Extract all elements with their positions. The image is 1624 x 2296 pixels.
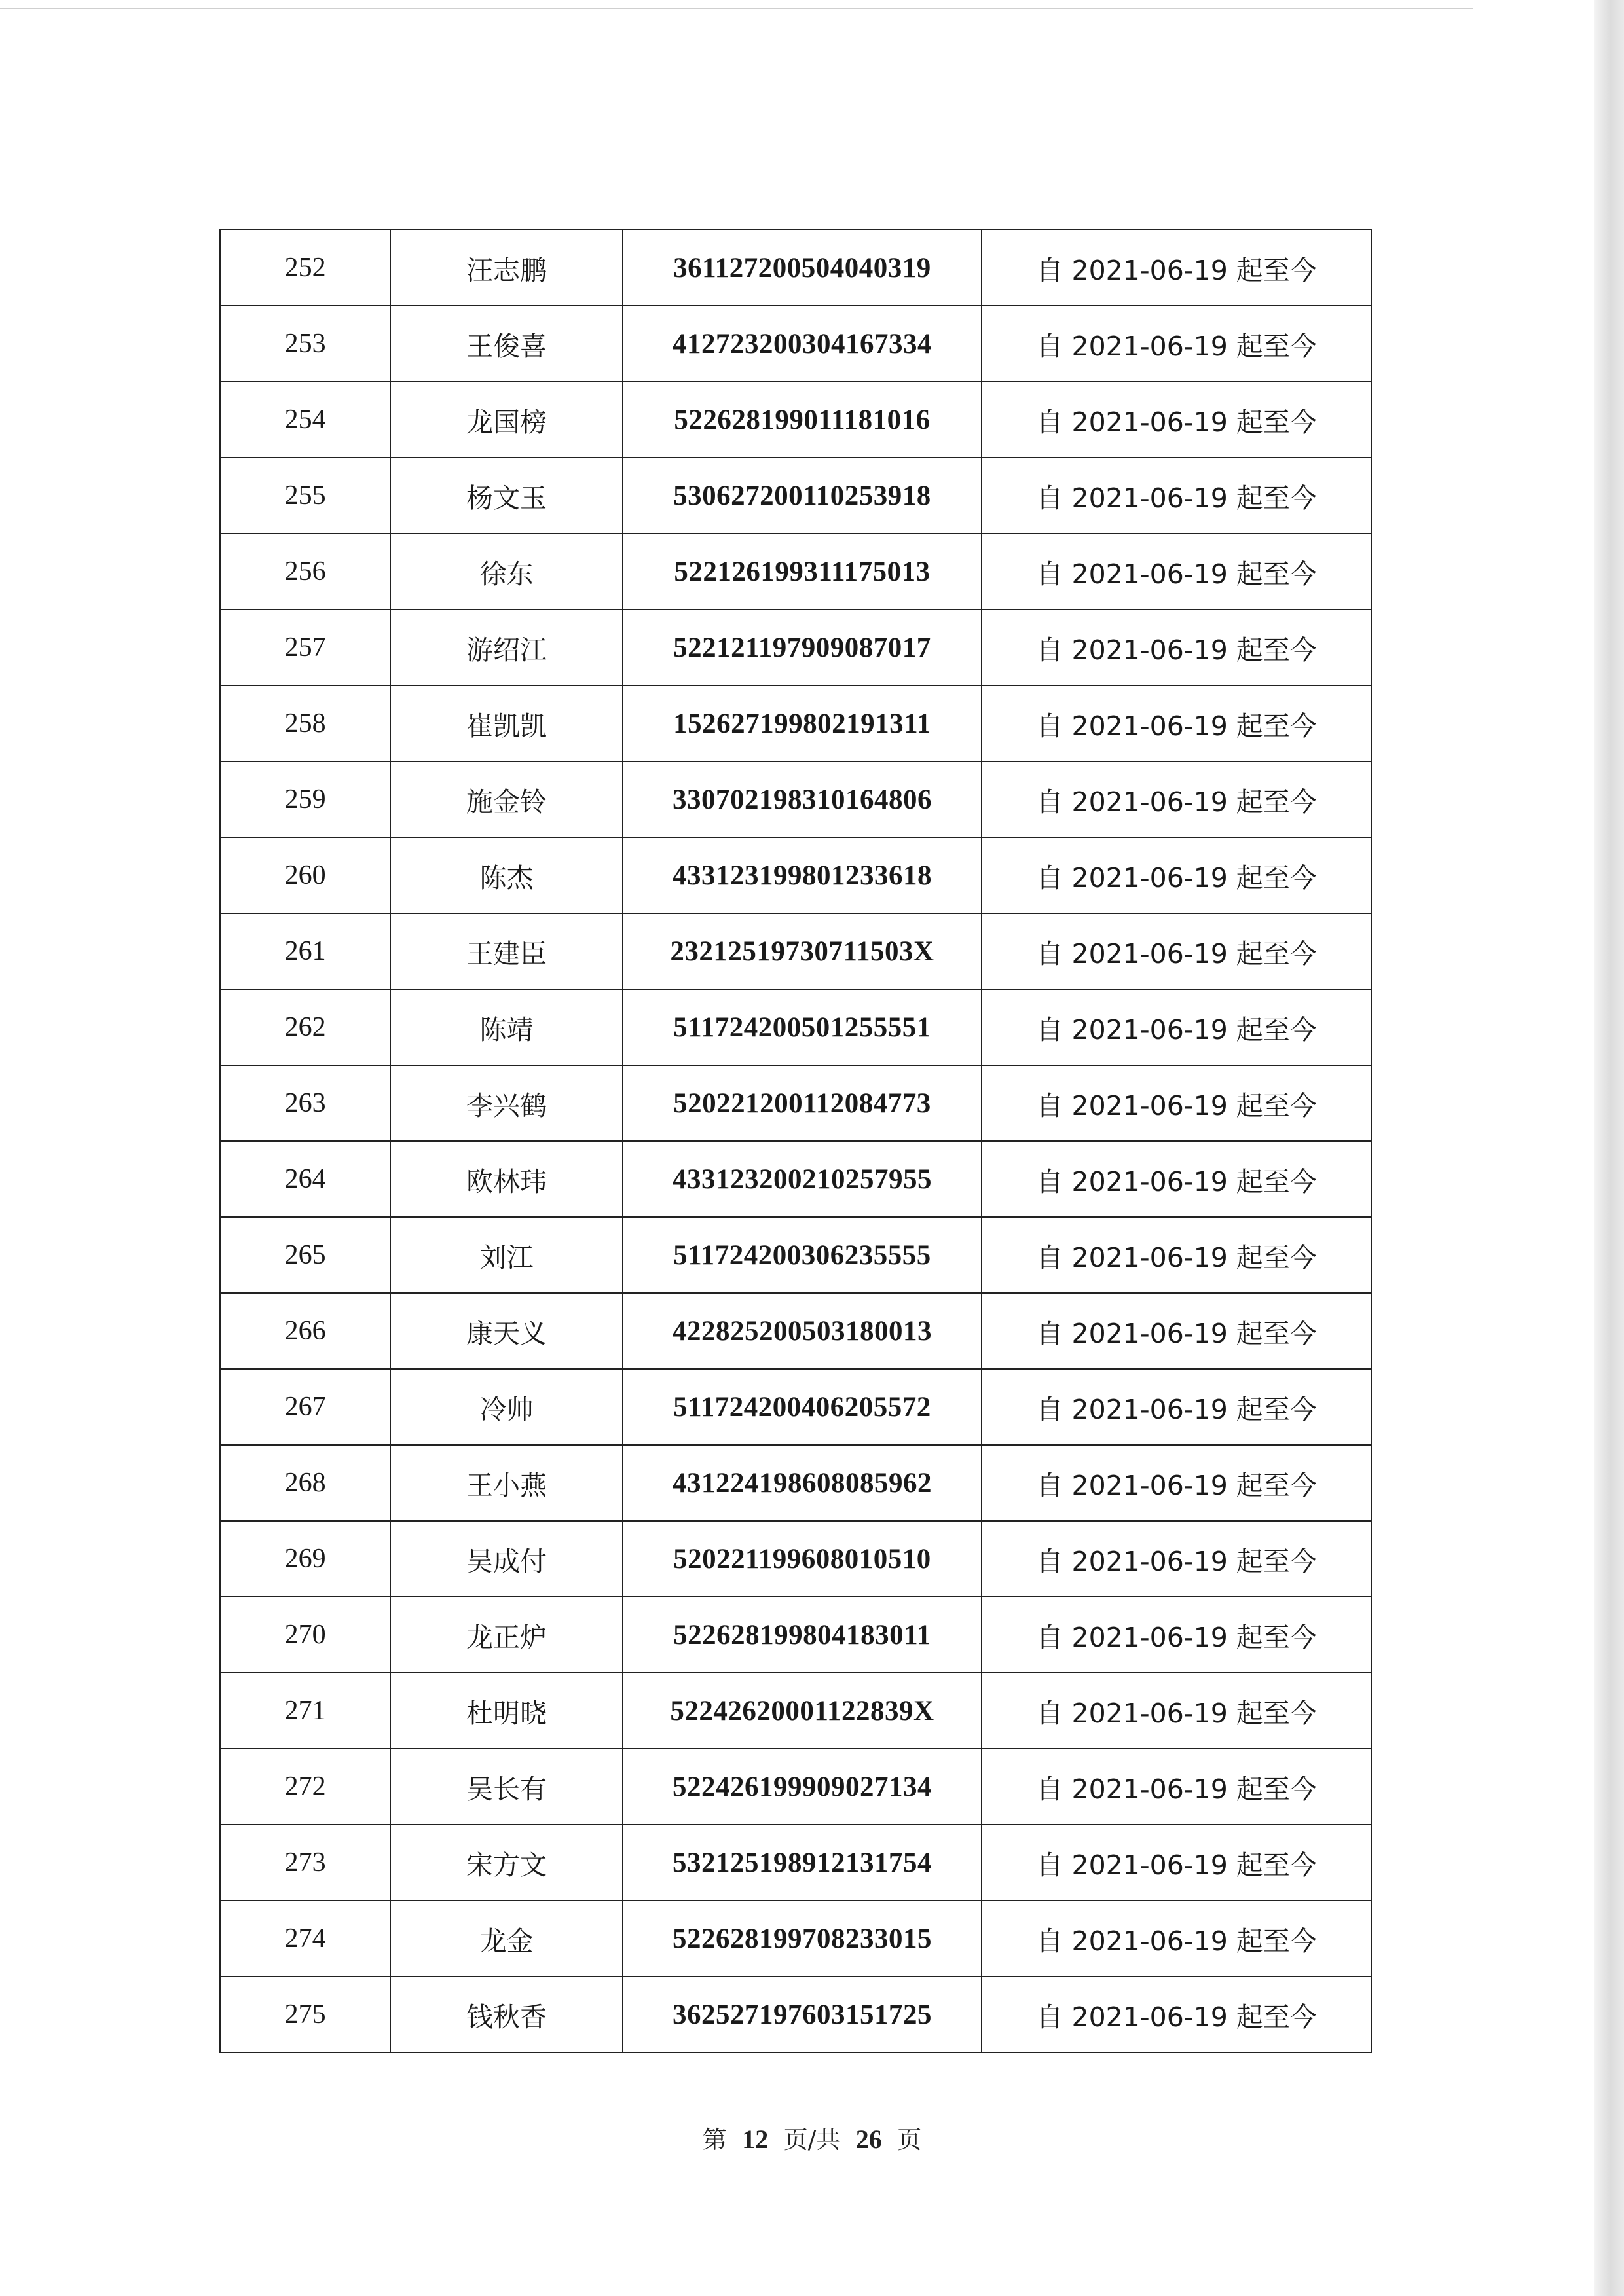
- scan-top-line: [0, 8, 1473, 9]
- id-number-cell: 522126199311175013: [623, 534, 982, 610]
- period-cell: 自 2021-06-19 起至今: [982, 1293, 1371, 1369]
- id-number-cell: 511724200306235555: [623, 1217, 982, 1293]
- id-number-cell: 522628199708233015: [623, 1901, 982, 1977]
- id-number-cell: 520221199608010510: [623, 1521, 982, 1597]
- period-cell: 自 2021-06-19 起至今: [982, 306, 1371, 382]
- footer-prefix: 第: [702, 2126, 727, 2154]
- table-row: [220, 1597, 1371, 1673]
- period-cell: 自 2021-06-19 起至今: [982, 1825, 1371, 1901]
- table-row: [220, 989, 1371, 1065]
- roster-table: [219, 229, 1372, 2053]
- row-number-cell: 271: [220, 1673, 390, 1749]
- table-row: [220, 1293, 1371, 1369]
- name-cell: 王小燕: [390, 1445, 622, 1521]
- row-number-cell: 263: [220, 1065, 390, 1141]
- period-cell: 自 2021-06-19 起至今: [982, 382, 1371, 458]
- name-cell: 陈靖: [390, 989, 622, 1065]
- id-number-cell: 530627200110253918: [623, 458, 982, 534]
- period-cell: 自 2021-06-19 起至今: [982, 1597, 1371, 1673]
- period-cell: 自 2021-06-19 起至今: [982, 761, 1371, 837]
- row-number-cell: 253: [220, 306, 390, 382]
- id-number-cell: 23212519730711503X: [623, 913, 982, 989]
- name-cell: 王建臣: [390, 913, 622, 989]
- table-row: [220, 1065, 1371, 1141]
- row-number-cell: 268: [220, 1445, 390, 1521]
- id-number-cell: 422825200503180013: [623, 1293, 982, 1369]
- row-number-cell: 259: [220, 761, 390, 837]
- name-cell: 杜明晓: [390, 1673, 622, 1749]
- name-cell: 龙金: [390, 1901, 622, 1977]
- name-cell: 吴长有: [390, 1749, 622, 1825]
- row-number-cell: 273: [220, 1825, 390, 1901]
- period-cell: 自 2021-06-19 起至今: [982, 1901, 1371, 1977]
- table-row: [220, 1901, 1371, 1977]
- table-row: [220, 230, 1371, 306]
- period-cell: 自 2021-06-19 起至今: [982, 1065, 1371, 1141]
- table-row: [220, 837, 1371, 913]
- table-row: [220, 1521, 1371, 1597]
- table-row: [220, 1445, 1371, 1521]
- table-row: [220, 458, 1371, 534]
- table-row: [220, 1749, 1371, 1825]
- table-row: [220, 534, 1371, 610]
- name-cell: 崔凯凯: [390, 685, 622, 761]
- id-number-cell: 361127200504040319: [623, 230, 982, 306]
- row-number-cell: 265: [220, 1217, 390, 1293]
- id-number-cell: 330702198310164806: [623, 761, 982, 837]
- id-number-cell: 52242620001122839X: [623, 1673, 982, 1749]
- period-cell: 自 2021-06-19 起至今: [982, 1369, 1371, 1445]
- table-row: [220, 1825, 1371, 1901]
- period-cell: 自 2021-06-19 起至今: [982, 1749, 1371, 1825]
- row-number-cell: 256: [220, 534, 390, 610]
- table-row: [220, 1369, 1371, 1445]
- id-number-cell: 433123199801233618: [623, 837, 982, 913]
- row-number-cell: 255: [220, 458, 390, 534]
- period-cell: 自 2021-06-19 起至今: [982, 1977, 1371, 2052]
- scan-edge-shadow: [1594, 0, 1624, 2296]
- period-cell: 自 2021-06-19 起至今: [982, 837, 1371, 913]
- period-cell: 自 2021-06-19 起至今: [982, 1141, 1371, 1217]
- row-number-cell: 266: [220, 1293, 390, 1369]
- name-cell: 刘江: [390, 1217, 622, 1293]
- total-page-number: 26: [855, 2124, 882, 2154]
- row-number-cell: 274: [220, 1901, 390, 1977]
- name-cell: 欧林玮: [390, 1141, 622, 1217]
- row-number-cell: 252: [220, 230, 390, 306]
- id-number-cell: 522628199804183011: [623, 1597, 982, 1673]
- period-cell: 自 2021-06-19 起至今: [982, 989, 1371, 1065]
- id-number-cell: 522628199011181016: [623, 382, 982, 458]
- table-row: [220, 913, 1371, 989]
- period-cell: 自 2021-06-19 起至今: [982, 534, 1371, 610]
- row-number-cell: 264: [220, 1141, 390, 1217]
- name-cell: 徐东: [390, 534, 622, 610]
- table-row: [220, 685, 1371, 761]
- name-cell: 陈杰: [390, 837, 622, 913]
- footer-mid: 页/共: [783, 2126, 841, 2154]
- period-cell: 自 2021-06-19 起至今: [982, 1445, 1371, 1521]
- table-row: [220, 382, 1371, 458]
- name-cell: 杨文玉: [390, 458, 622, 534]
- id-number-cell: 362527197603151725: [623, 1977, 982, 2052]
- name-cell: 钱秋香: [390, 1977, 622, 2052]
- roster-table-body: [220, 230, 1371, 2052]
- table-row: [220, 1673, 1371, 1749]
- name-cell: 冷帅: [390, 1369, 622, 1445]
- period-cell: 自 2021-06-19 起至今: [982, 1217, 1371, 1293]
- id-number-cell: 152627199802191311: [623, 685, 982, 761]
- table-row: [220, 610, 1371, 685]
- name-cell: 李兴鹤: [390, 1065, 622, 1141]
- id-number-cell: 412723200304167334: [623, 306, 982, 382]
- row-number-cell: 272: [220, 1749, 390, 1825]
- period-cell: 自 2021-06-19 起至今: [982, 1521, 1371, 1597]
- table-row: [220, 761, 1371, 837]
- table-row: [220, 1977, 1371, 2052]
- row-number-cell: 261: [220, 913, 390, 989]
- id-number-cell: 532125198912131754: [623, 1825, 982, 1901]
- name-cell: 吴成付: [390, 1521, 622, 1597]
- row-number-cell: 267: [220, 1369, 390, 1445]
- row-number-cell: 275: [220, 1977, 390, 2052]
- name-cell: 汪志鹏: [390, 230, 622, 306]
- name-cell: 龙正炉: [390, 1597, 622, 1673]
- period-cell: 自 2021-06-19 起至今: [982, 230, 1371, 306]
- name-cell: 王俊喜: [390, 306, 622, 382]
- id-number-cell: 511724200406205572: [623, 1369, 982, 1445]
- page-footer: [0, 2120, 1624, 2155]
- period-cell: 自 2021-06-19 起至今: [982, 1673, 1371, 1749]
- row-number-cell: 270: [220, 1597, 390, 1673]
- id-number-cell: 522426199909027134: [623, 1749, 982, 1825]
- name-cell: 龙国榜: [390, 382, 622, 458]
- id-number-cell: 433123200210257955: [623, 1141, 982, 1217]
- table-row: [220, 306, 1371, 382]
- row-number-cell: 260: [220, 837, 390, 913]
- table-row: [220, 1141, 1371, 1217]
- row-number-cell: 269: [220, 1521, 390, 1597]
- period-cell: 自 2021-06-19 起至今: [982, 685, 1371, 761]
- name-cell: 康天义: [390, 1293, 622, 1369]
- row-number-cell: 254: [220, 382, 390, 458]
- row-number-cell: 258: [220, 685, 390, 761]
- row-number-cell: 257: [220, 610, 390, 685]
- id-number-cell: 511724200501255551: [623, 989, 982, 1065]
- row-number-cell: 262: [220, 989, 390, 1065]
- period-cell: 自 2021-06-19 起至今: [982, 610, 1371, 685]
- table-row: [220, 1217, 1371, 1293]
- current-page-number: 12: [742, 2124, 769, 2154]
- id-number-cell: 522121197909087017: [623, 610, 982, 685]
- name-cell: 游绍江: [390, 610, 622, 685]
- id-number-cell: 431224198608085962: [623, 1445, 982, 1521]
- id-number-cell: 520221200112084773: [623, 1065, 982, 1141]
- period-cell: 自 2021-06-19 起至今: [982, 913, 1371, 989]
- footer-suffix: 页: [897, 2126, 922, 2154]
- period-cell: 自 2021-06-19 起至今: [982, 458, 1371, 534]
- name-cell: 宋方文: [390, 1825, 622, 1901]
- name-cell: 施金铃: [390, 761, 622, 837]
